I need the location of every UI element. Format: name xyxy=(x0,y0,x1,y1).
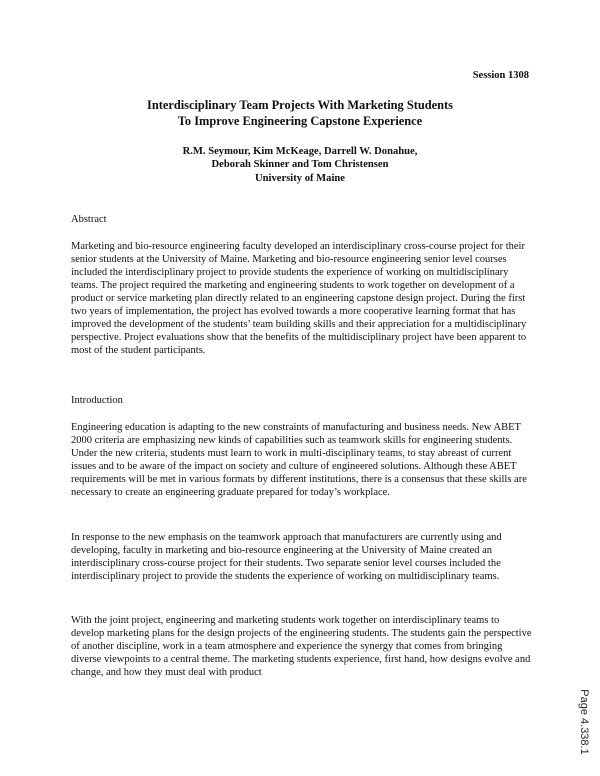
abstract-heading: Abstract xyxy=(71,214,107,225)
paragraph: Engineering education is adapting to the new constraints of manufacturing and business needs. New ABET 2000 criteria are emphasizing new kinds of capabilities such as teamwork skills for engineering students. Under the new criteria, students must learn to work in multi-disciplinary teams, to stay abreast of current issues and to be aware of the impact on society and culture of engineered solutions. Although these ABET requirements will be met in various formats by different institutions, there is a consensus that these skills are necessary to create an engineering graduate prepared for today’s workplace. xyxy=(71,422,527,498)
page-number-text: Page 4.338.1 xyxy=(578,689,590,755)
abstract-paragraph: Marketing and bio-resource engineering faculty developed an interdisciplinary cross-course project for their senior students at the University of Maine. Marketing and bio-resource engineering senior level courses included the interdisciplinary project to provide students the experience of working on multidisciplinary teams. The project required the marketing and engineering students to work together on development of a product or service marketing plan directly related to an engineering capstone design project. During the first two years of implementation, the project has evolved towards a more cooperative learning format that has improved the development of the students’ team building skills and their appreciation for a multidisciplinary perspective. Project evaluations show that the benefits of the multidisciplinary project have been apparent to most of the student participants. xyxy=(71,241,527,356)
paragraph: With the joint project, engineering and marketing students work together on interdisciplinary teams to develop marketing plans for the design projects of the engineering students. The students gain the perspective of another discipline, work in a team atmosphere and experience the synergy that comes from bringing diverse viewpoints to a central theme. The marketing students experience, first hand, how designs evolve and change, and how they must deal with product xyxy=(71,615,532,678)
title-line-1: Interdisciplinary Team Projects With Marketing Students xyxy=(147,98,453,112)
intro-paragraph-3 xyxy=(71,614,533,679)
authors-line-2: Deborah Skinner and Tom Christensen xyxy=(211,159,389,171)
title-line-2: To Improve Engineering Capstone Experience xyxy=(177,114,423,128)
authors-line-1: R.M. Seymour, Kim McKeage, Darrell W. Donahue, xyxy=(182,146,418,157)
paragraph: In response to the new emphasis on the teamwork approach that manufacturers are currently using and developing, faculty in marketing and bio-resource engineering at the University of Maine created an interdisciplinary cross-course project for their students. Two separate senior level courses included the interdisciplinary project to provide the students the experience of working on multidisciplinary teams. xyxy=(71,532,502,582)
intro-paragraph-2 xyxy=(71,531,533,583)
intro-paragraph-1 xyxy=(71,421,533,499)
session-number: Session 1308 xyxy=(472,70,529,81)
author-block xyxy=(0,145,600,185)
paper-title xyxy=(0,97,600,129)
page-number-label xyxy=(577,686,591,758)
abstract-text xyxy=(71,240,533,357)
introduction-heading: Introduction xyxy=(71,395,123,406)
affiliation: University of Maine xyxy=(254,172,346,184)
